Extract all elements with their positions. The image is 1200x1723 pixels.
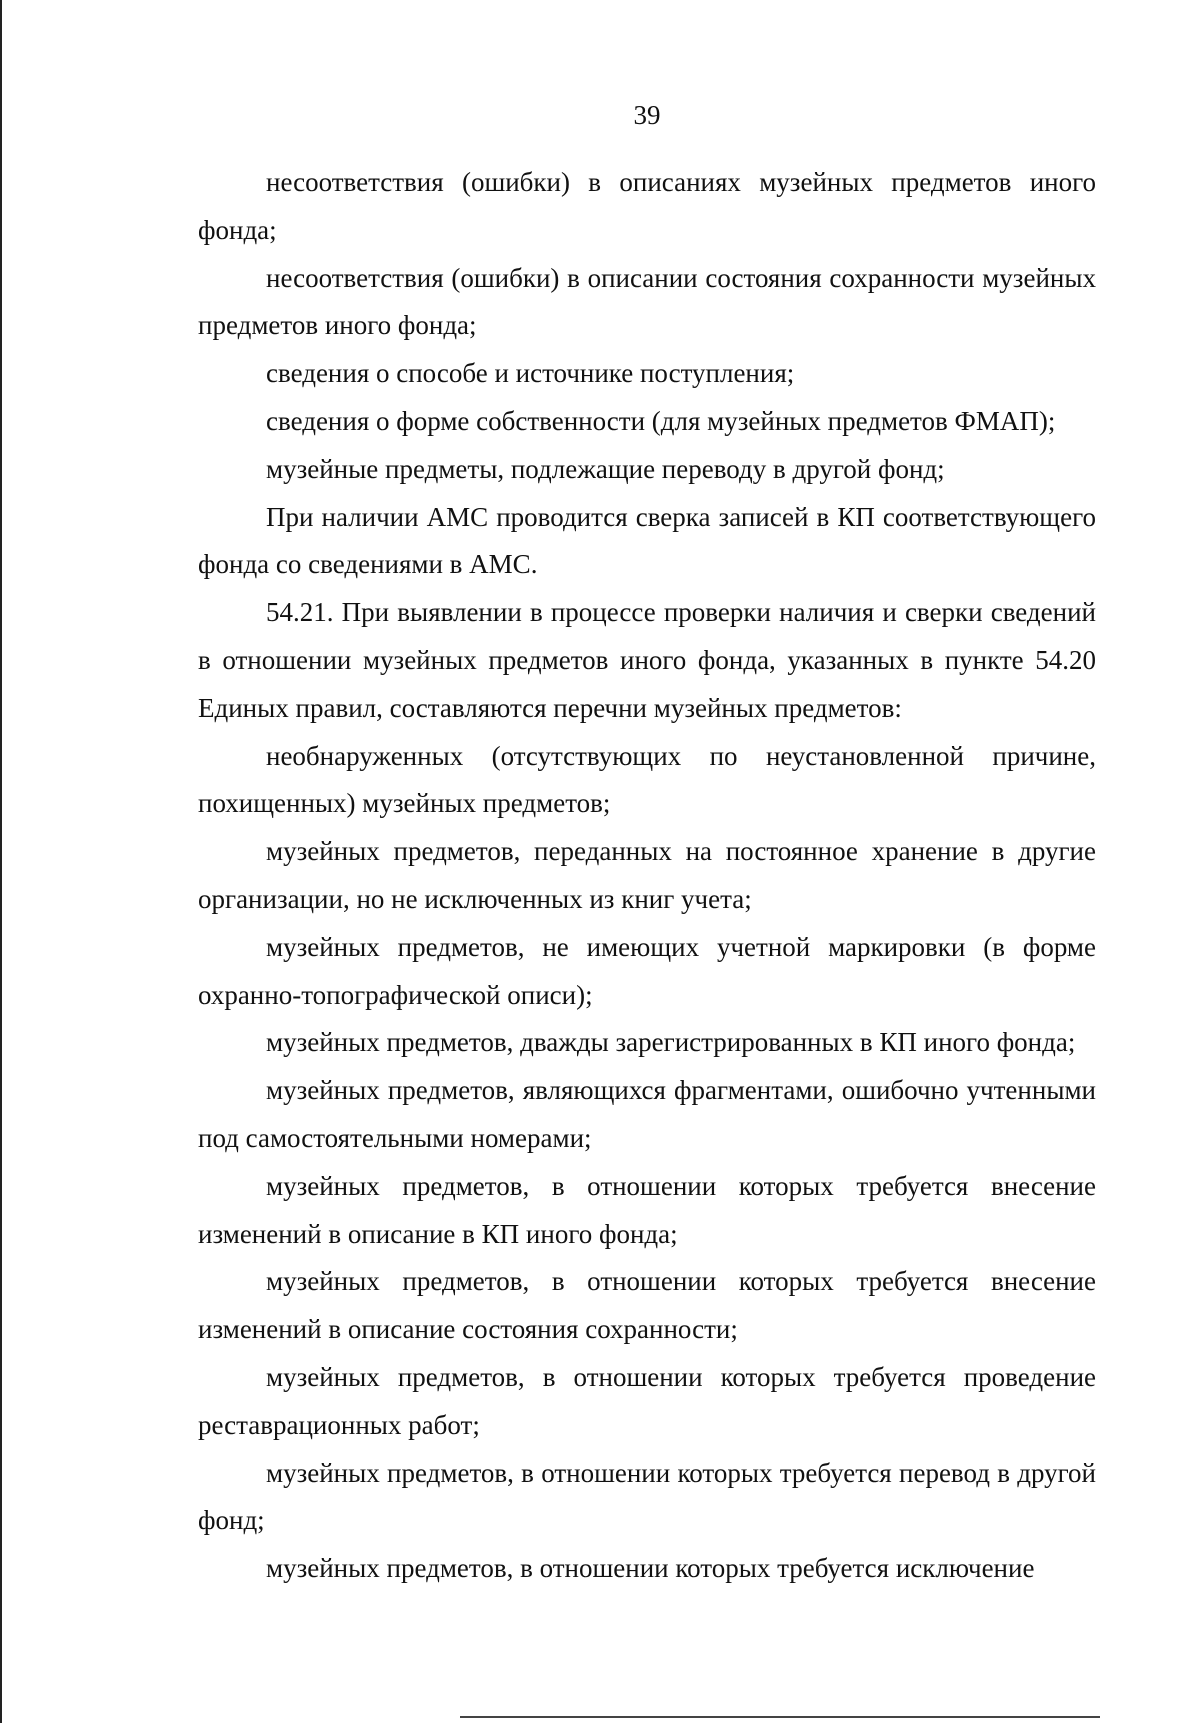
paragraph: несоответствия (ошибки) в описании состояния сохранности музейных предметов иного фонда; (198, 262, 1096, 341)
paragraph: сведения о форме собственности (для музейных предметов ФМАП); (266, 405, 1056, 436)
paragraph: музейных предметов, являющихся фрагментами, ошибочно учтенными под самостоятельными номерами; (198, 1075, 1096, 1153)
paragraph: музейных предметов, переданных на постоянное хранение в другие организации, но не исключенных из книг учета; (198, 836, 1096, 914)
paragraph: музейных предметов, дважды зарегистрированных в КП иного фонда; (266, 1027, 1076, 1058)
paragraph: музейных предметов, в отношении которых требуется исключение (266, 1553, 1035, 1584)
page-number: 39 (633, 100, 661, 130)
paragraph: необнаруженных (отсутствующих по неустановленной причине, похищенных) музейных предметов; (198, 740, 1096, 819)
paragraph: музейные предметы, подлежащие переводу в другой фонд; (266, 453, 945, 484)
paragraph: музейных предметов, в отношении которых требуется внесение изменений в описание состояния сохранности; (198, 1266, 1096, 1345)
paragraph: музейных предметов, не имеющих учетной маркировки (в форме охранно-топографической описи); (198, 931, 1096, 1010)
paragraph: музейных предметов, в отношении которых требуется внесение изменений в описание в КП иного фонда; (198, 1170, 1096, 1249)
paragraph: При наличии АМС проводится сверка записей в КП соответствующего фонда со сведениями в АМС. (198, 501, 1096, 580)
scan-edge-line (460, 1716, 1100, 1718)
paragraph: музейных предметов, в отношении которых требуется перевод в другой фонд; (198, 1457, 1096, 1536)
body-text (198, 159, 1096, 1593)
paragraph: несоответствия (ошибки) в описаниях музейных предметов иного фонда; (198, 167, 1096, 245)
paragraph: сведения о способе и источнике поступления; (266, 358, 795, 389)
paragraph: музейных предметов, в отношении которых требуется проведение реставрационных работ; (198, 1361, 1096, 1440)
paragraph: 54.21. При выявлении в процессе проверки наличия и сверки сведений в отношении музейных предметов иного фонда, указанных в пункте 54.20 Единых правил, составляются перечни музейных предметов: (198, 597, 1096, 723)
